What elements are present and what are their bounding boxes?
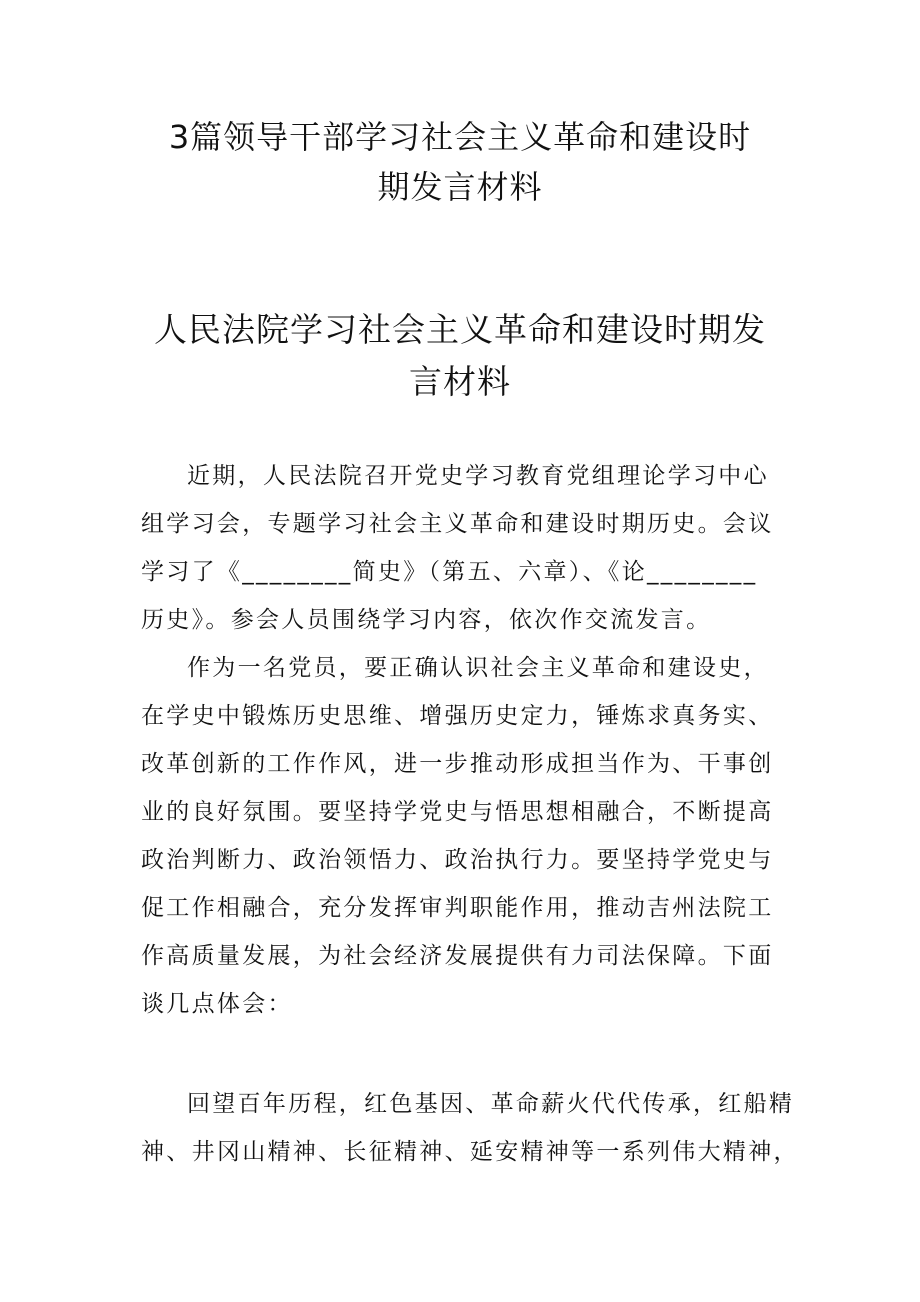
document-title xyxy=(120,112,800,212)
body-text-block-2 xyxy=(141,1080,799,1176)
paragraph-2-line: 在学史中锻炼历史思维、增强历史定力，锤炼求真务实、 xyxy=(141,703,774,729)
section-title xyxy=(120,304,800,408)
section-title-line-1: 人民法院学习社会主义革命和建设时期发 xyxy=(154,310,766,349)
paragraph-2-line: 作高质量发展，为社会经济发展提供有力司法保障。下面 xyxy=(141,943,774,969)
paragraph-2-line: 谈几点体会： xyxy=(141,991,293,1017)
paragraph-2-line: 政治判断力、政治领悟力、政治执行力。要坚持学党史与 xyxy=(141,847,774,873)
paragraph-2-line: 业的良好氛围。要坚持学党史与悟思想相融合，不断提高 xyxy=(141,799,774,825)
paragraph-3-line: 神、井冈山精神、长征精神、延安精神等一系列伟大精神， xyxy=(141,1139,799,1165)
paragraph-1-line: 学习了《________简史》（第五、六章）、《论________ xyxy=(141,559,758,585)
paragraph-1-line: 组学习会，专题学习社会主义革命和建设时期历史。会议 xyxy=(141,511,774,537)
paragraph-2-line: 作为一名党员，要正确认识社会主义革命和建设史， xyxy=(187,655,769,681)
body-text-block-1 xyxy=(141,452,781,1028)
document-title-line-1: 3篇领导干部学习社会主义革命和建设时 xyxy=(168,118,752,156)
paragraph-3-line: 回望百年历程，红色基因、革命薪火代代传承，红船精 xyxy=(187,1091,795,1117)
section-title-line-2: 言材料 xyxy=(409,362,511,401)
paragraph-1-line: 历史》。参会人员围绕学习内容，依次作交流发言。 xyxy=(141,607,712,633)
document-title-line-2: 期发言材料 xyxy=(377,168,543,206)
paragraph-2-line: 促工作相融合，充分发挥审判职能作用，推动吉州法院工 xyxy=(141,895,774,921)
paragraph-1-line: 近期，人民法院召开党史学习教育党组理论学习中心 xyxy=(187,463,769,489)
paragraph-2-line: 改革创新的工作作风，进一步推动形成担当作为、干事创 xyxy=(141,751,774,777)
